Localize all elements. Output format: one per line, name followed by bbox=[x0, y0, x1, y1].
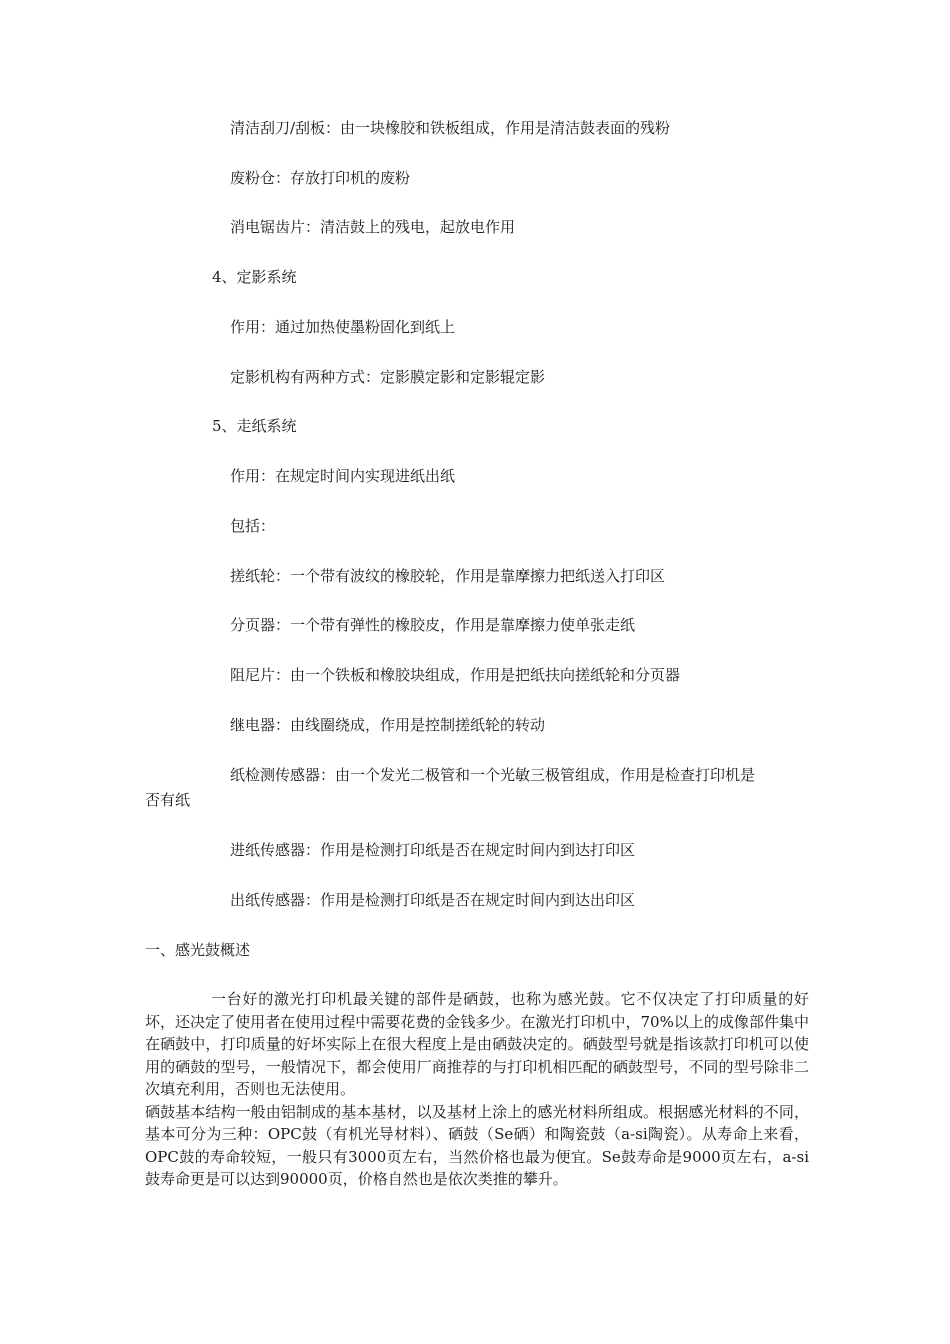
drum-intro-paragraph: 一台好的激光打印机最关键的部件是硒鼓，也称为感光鼓。它不仅决定了打印质量的好坏，还决定了使用者在使用过程中需要花费的金钱多少。在激光打印机中，70%以上的成像部件集中在硒鼓中，打印质量的好坏实际上在很大程度上是由硒鼓决定的。硒鼓型号就是指该款打印机可以使用的硒鼓的型号，一般情况下，都会使用厂商推荐的与打印机相匹配的硒鼓型号，不同的型号除非二次填充利用，否则也无法使用。 bbox=[145, 990, 809, 1098]
clean-blade-line: 清洁刮刀/刮板：由一块橡胶和铁板组成，作用是清洁鼓表面的残粉 bbox=[230, 119, 671, 137]
fuser-system-heading: 4、定影系统 bbox=[212, 268, 297, 286]
exit-sensor-line: 出纸传感器：作用是检测打印纸是否在规定时间内到达出印区 bbox=[230, 891, 636, 909]
paper-sensor-line-part1: 纸检测传感器：由一个发光二极管和一个光敏三极管组成，作用是检查打印机是 bbox=[230, 766, 756, 784]
drum-overview-heading: 一、感光鼓概述 bbox=[145, 941, 251, 959]
feed-sensor-line: 进纸传感器：作用是检测打印纸是否在规定时间内到达打印区 bbox=[230, 841, 636, 859]
fuser-function-line: 作用：通过加热使墨粉固化到纸上 bbox=[230, 318, 456, 336]
paper-function-line: 作用：在规定时间内实现进纸出纸 bbox=[230, 467, 456, 485]
separator-line: 分页器：一个带有弹性的橡胶皮，作用是靠摩擦力使单张走纸 bbox=[230, 616, 636, 634]
damper-line: 阻尼片：由一个铁板和橡胶块组成，作用是把纸扶向搓纸轮和分页器 bbox=[230, 666, 681, 684]
paper-sensor-line-part2: 否有纸 bbox=[145, 791, 191, 809]
drum-paragraphs bbox=[145, 988, 809, 1191]
drum-structure-paragraph: 硒鼓基本结构一般由铝制成的基本基材，以及基材上涂上的感光材料所组成。根据感光材料的不同，基本可分为三种：OPC鼓（有机光导材料）、硒鼓（Se硒）和陶瓷鼓（a-si陶瓷）。从寿命上来看，OPC鼓的寿命较短，一般只有3000页左右，当然价格也最为便宜。Se鼓寿命是9000页左右，a-si鼓寿命更是可以达到90000页，价格自然也是依次类推的攀升。 bbox=[145, 1102, 809, 1188]
relay-line: 继电器：由线圈绕成，作用是控制搓纸轮的转动 bbox=[230, 716, 546, 734]
paper-system-heading: 5、走纸系统 bbox=[212, 417, 297, 435]
discharge-teeth-line: 消电锯齿片：清洁鼓上的残电，起放电作用 bbox=[230, 218, 516, 236]
pickup-roller-line: 搓纸轮：一个带有波纹的橡胶轮，作用是靠摩擦力把纸送入打印区 bbox=[230, 567, 666, 585]
waste-bin-line: 废粉仓：存放打印机的废粉 bbox=[230, 169, 411, 187]
fuser-methods-line: 定影机构有两种方式：定影膜定影和定影辊定影 bbox=[230, 368, 546, 386]
includes-line: 包括： bbox=[230, 517, 276, 535]
